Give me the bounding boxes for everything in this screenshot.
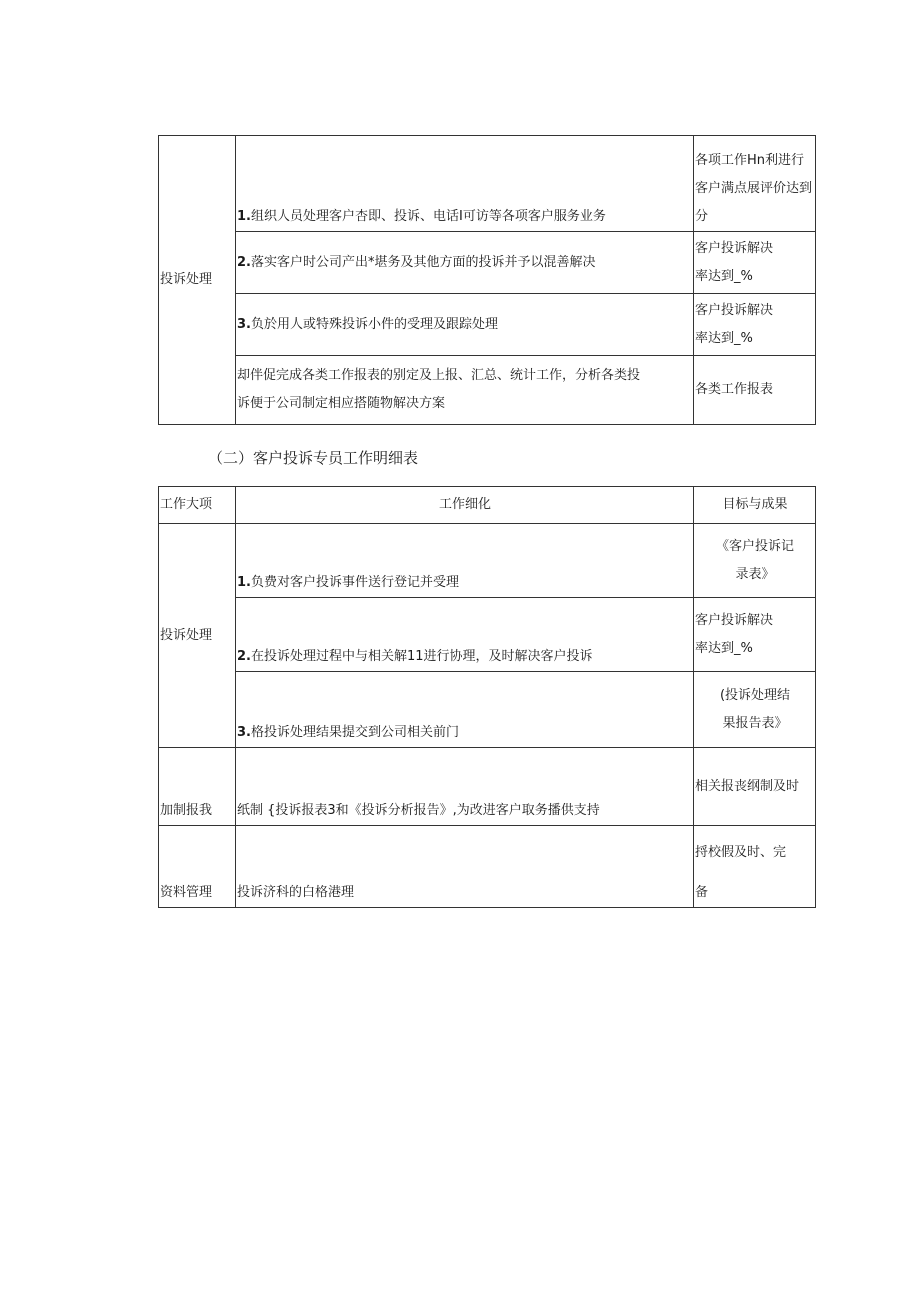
target-cell: (投诉处理结 果报告表》 [694,672,816,748]
category-cell: 资料管理 [159,826,236,908]
target-cell: 相关报丧纲制及时 [694,748,816,826]
header-cell: 工作细化 [236,487,694,524]
category-cell: 投诉处理 [159,524,236,748]
category-cell: 投诉处理 [159,136,236,425]
target-cell: 捋校假及时、完 备 [694,826,816,908]
work-detail-table [158,486,816,908]
table-row-detail: 1.负费对客户投诉事件送行登记并受理 [236,524,694,598]
target-cell: 《客户投诉记 录表》 [694,524,816,598]
header-cell: 目标与成果 [694,487,816,524]
responsibility-table [158,135,816,425]
target-cell: 客户投诉解决 率达到_% [694,294,816,356]
table-row-detail: 2.在投诉处理过程中与相关解11进行协理，及时解决客户投诉 [236,598,694,672]
category-cell: 加制报我 [159,748,236,826]
target-cell: 各类工作报表 [694,356,816,425]
table-row-detail: 1.组织人员处理客户杏即、投诉、电话I可访等各项客户服务业务 [236,136,694,232]
target-cell: 各项工作Hn利进行 客户满点展评价达到 分 [694,136,816,232]
table-row-detail: 3.格投诉处理结果提交到公司相关前门 [236,672,694,748]
table-row-detail: 3.负於用人或特殊投诉小件的受理及跟踪处理 [236,294,694,356]
section-title: （二）客户投诉专员工作明细表 [208,449,419,467]
table-row-detail: 纸制 {投诉报表3和《投诉分析报告》,为改进客户取务播供支持 [236,748,694,826]
table-row-detail: 2.落实客户时公司产出*堪务及其他方面的投诉并予以混善解决 [236,232,694,294]
target-cell: 客户投诉解决 率达到_% [694,232,816,294]
header-cell: 工作大项 [159,487,236,524]
table-row-detail: 投诉济科的白格港理 [236,826,694,908]
target-cell: 客户投诉解决 率达到_% [694,598,816,672]
table-row-detail: 却伴促完成各类工作报表的别定及上报、汇总、统计工作，分析各类投 诉便于公司制定相应搭随物解决方案 [236,356,694,425]
